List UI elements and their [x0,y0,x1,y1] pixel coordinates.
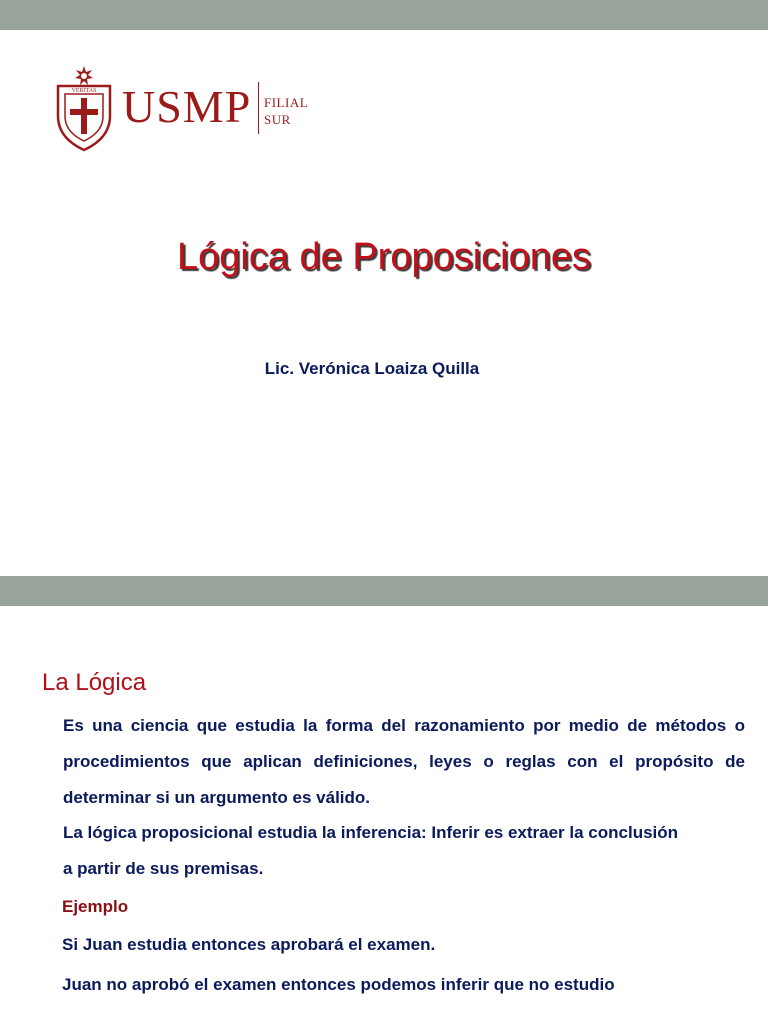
example-line-1: Si Juan estudia entonces aprobará el examen. [62,935,436,954]
inference-paragraph: La lógica proposicional estudia la inferencia: Inferir es extraer la conclusión a partir de sus premisas. [63,823,679,878]
svg-text:VERITAS: VERITAS [71,88,97,94]
usmp-seal-logo [55,64,113,152]
filial-line1: FILIAL [264,95,309,110]
example-label: Ejemplo [62,897,129,916]
top-band [0,0,768,30]
section-heading: La Lógica [42,669,147,696]
logo-divider [258,82,259,134]
example-line-2: Juan no aprobó el examen entonces podemos inferir que no estudio [62,975,615,994]
slide-divider-band [0,576,768,606]
author-name: Lic. Verónica Loaiza Quilla [264,359,480,378]
filial-sur-label [264,94,308,128]
filial-line2: SUR [264,112,291,127]
slide-title: Lógica de Proposiciones [176,236,592,278]
definition-paragraph: Es una ciencia que estudia la forma del razonamiento por medio de métodos o procedimientos que aplican definiciones, leyes o reglas con el propósito de determinar si un argumento es válido. [63,716,745,807]
usmp-logo-text: USMP [122,81,252,132]
